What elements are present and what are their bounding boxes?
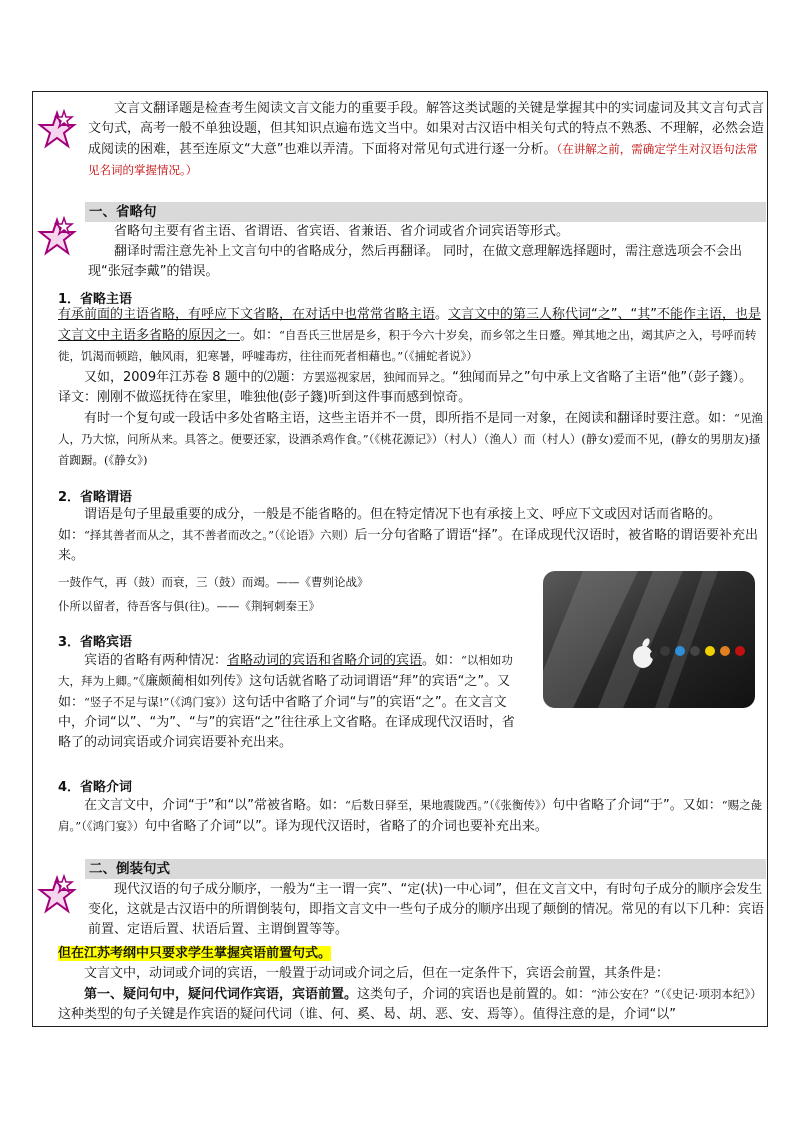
subsection2-examples [58, 570, 534, 618]
underlined-text: 省略动词的宾语和省略介词的宾语 [227, 653, 423, 668]
text: 谓语是句子里最重要的成分，一般是不能省略的。但在特定情况下也有承接上文、呼应下文或因对话而省略的。如： [58, 507, 722, 543]
subsection4-body [58, 795, 764, 837]
example-quote: 方罢巡视家居，独闻而异之。 [302, 370, 453, 384]
text: 。如： [240, 328, 280, 343]
example-quote: “后数日驿至，果地震陇西。”（《张衡传》） [344, 798, 553, 812]
example-quote: 一鼓作气，再（鼓）而衰，三（鼓）而竭。——《曹刿论战》 [58, 575, 369, 589]
text: 这类句子，介词的宾语也是前置的。如： [357, 987, 592, 1002]
text: （渔人） [483, 432, 524, 446]
color-dot [720, 646, 730, 656]
underlined-text: 有承前面的主语省略，有呼应下文省略，在对话中也常常省略主语 [58, 307, 436, 322]
text: 这句话中省略了介词“与”的宾语“之”。在文言文中，介词“以”、“为”、“与”的宾语“之”往往承上文省略。在译成现代汉语时，省略了的动词宾语或介词宾语要补充出来。 [58, 695, 515, 750]
section-heading: 一、省略句 [85, 202, 766, 222]
text: 《廉颇蔺相如列传》这句话就省略了动词谓语“拜”的宾语“之”。又如： [58, 674, 511, 710]
intro-note: （在讲解之前，需确定学生对汉语句法常见名词的掌握情况。） [88, 142, 758, 177]
text: 又如，2009年江苏卷 8 题中的⑵题： [84, 370, 303, 385]
text: 。 [435, 307, 449, 322]
star-bullet-icon [37, 109, 77, 153]
text: 这种类型的句子关键是作宾语的疑问代词（谁、何、奚、曷、胡、恶、安、焉等）。值得注意的是，介词“以” [58, 1007, 676, 1022]
text: 句中省略了介词“于”。又如： [552, 798, 722, 813]
example-quote: 仆所以留者，待吾客与俱(往)。——《荆轲刺秦王》 [58, 599, 320, 613]
example-quote: “择其善者而从之，其不善者而改之。”（《论语》六则） [84, 528, 355, 542]
subsection-heading: 2．省略谓语 [58, 490, 133, 505]
subsection3-body [58, 650, 526, 753]
section-heading: 二、倒装句式 [85, 859, 766, 879]
example-quote: 而（村人） [523, 432, 582, 446]
subsection-heading: 4．省略介词 [58, 780, 133, 795]
star-bullet-icon [37, 216, 77, 260]
example-quote: “自吾氏三世居是乡，积于今六十岁矣，而乡邻之生日蹙。殚其地之出，竭其庐之入，号呼而转徙，饥渴而顿踣，触风雨，犯寒暑，呼嘘毒疠，往往而死者相藉也。”（《捕蛇者说》） [58, 328, 757, 363]
section2-body [58, 944, 764, 1025]
paragraph: 省略句主要有省主语、省谓语、省宾语、省兼语、省介词或省介词宾语等形式。 [114, 224, 570, 239]
bold-rule: 第一、疑问句中，疑问代词作宾语，宾语前置。 [84, 987, 358, 1002]
subsection1-body [58, 305, 764, 471]
decorative-image [543, 571, 755, 708]
highlighted-note: 但在江苏考纲中只要求学生掌握宾语前置句式。 [58, 946, 332, 961]
text: 宾语的省略有两种情况： [84, 653, 228, 668]
color-dot [735, 646, 745, 656]
color-dot [690, 646, 700, 656]
example-quote: “赐之彘肩。”（《鸿门宴》） [58, 798, 763, 833]
example-quote: “沛公安在？”（《史记·项羽本纪》） [591, 987, 762, 1001]
paragraph: 文言文中，动词或介词的宾语，一般置于动词或介词之后，但在一定条件下，宾语会前置，其条件是： [84, 966, 670, 981]
example-quote: (静女)爱而不见，(静女的男朋友)搔首踟蹰。(《静女》) [58, 432, 761, 467]
text: 在文言文中，介词“于”和“以”常被省略。如： [84, 798, 345, 813]
subsection-heading: 1．省略主语 [58, 292, 133, 307]
intro-paragraph [88, 99, 764, 181]
star-bullet-icon [37, 874, 77, 918]
paragraph: 现代汉语的句子成分顺序，一般为“主一谓一宾”、“定(状)一中心词”，但在文言文中，有时句子成分的顺序会发生变化，这就是古汉语中的所谓倒装句，即指文言文中一些句子成分的顺序出现了颠倒的情况。常见的有以下几种：宾语前置、定语后置、状语后置、主谓倒置等等。 [88, 882, 765, 937]
text: 。如： [422, 653, 462, 668]
text: 句中省略了介词“以”。译为现代汉语时，省略了的介词也要补充出来。 [144, 819, 548, 834]
underlined-text: 文言文中的第三人称代词“之”、“其”不能作主语，也是文言文中主语多省略的原因之一 [58, 307, 761, 343]
intro-text: 文言文翻译题是检查考生阅读文言文能力的重要手段。解答这类试题的关键是掌握其中的实词虚词及其文言句式言文句式，高考一般不单独设题，但其知识点遍布选文当中。如果对古汉语中相关句式的特点不熟悉、不理解，必然会造成阅读的困难，甚至连原文“大意”也难以弄清。下面将对常见句式进行逐一分析。 [88, 101, 765, 157]
example-quote: “竖子不足与谋!”（《鸿门宴》） [84, 695, 233, 709]
subsection2-body [58, 505, 764, 566]
dark-panel-graphic [543, 571, 755, 708]
text: “独闻而异之”句中承上文省略了主语“他”（彭子籛）。 译文：刚刚不做巡抚待在家里，唯独他(彭子籛)听到这件事而感到惊奇。 [58, 370, 753, 405]
text: 后一分句省略了谓语“择”。在译成现代汉语时，被省略的谓语要补充出来。 [58, 528, 759, 563]
example-quote: “以相如功大，拜为上卿。” [58, 653, 513, 688]
text: 有时一个复句或一段话中多处省略主语，这些主语并不一贯，即所指不是同一对象，在阅读和翻译时要注意。如： [84, 411, 735, 426]
paragraph: 翻译时需注意先补上文言句中的省略成分，然后再翻译。 同时，在做文意理解选择题时，需注意选项会不会出现“张冠李戴”的错误。 [88, 244, 743, 279]
color-dot [705, 646, 715, 656]
section1-intro [88, 222, 764, 282]
color-dot [675, 646, 685, 656]
section2-intro [88, 880, 764, 940]
subsection-heading: 3．省略宾语 [58, 635, 133, 650]
example-quote: “见渔人，乃大惊，问所从来。具答之。便要还家，设酒杀鸡作食。”（《桃花源记》）（村人） [58, 411, 763, 446]
color-dot [660, 646, 670, 656]
